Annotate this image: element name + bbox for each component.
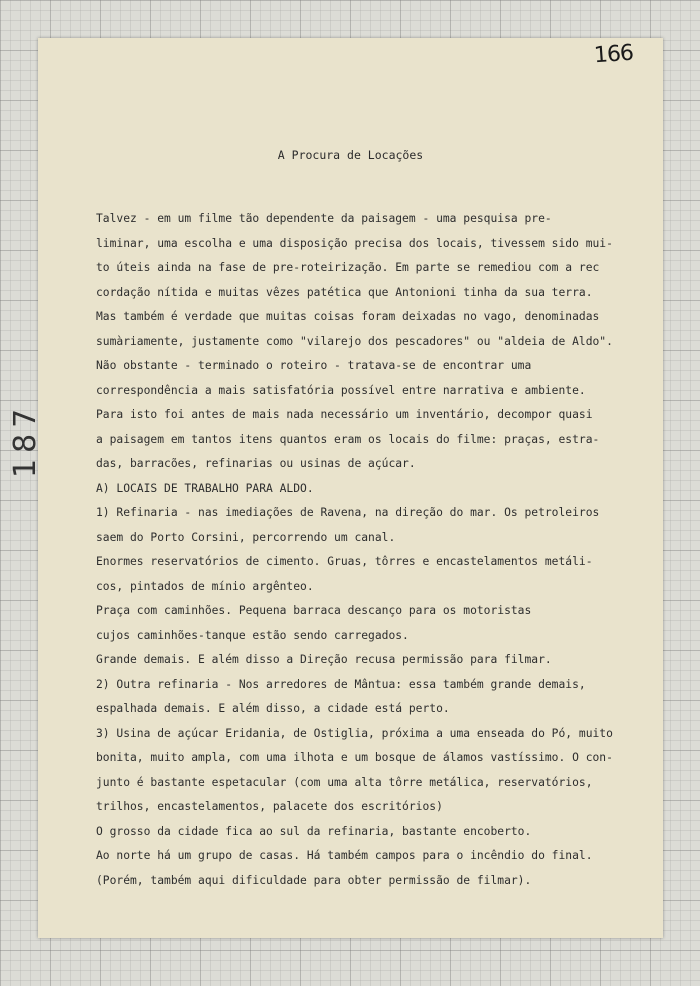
page-number: 166	[593, 40, 634, 69]
text-line: (Porém, também aqui dificuldade para obter permissão de filmar).	[96, 873, 532, 887]
text-line: 1) Refinaria - nas imediações de Ravena, na direção do mar. Os petroleiros	[96, 506, 600, 519]
body-text	[96, 207, 661, 893]
text-line: trilhos, encastelamentos, palacete dos escritórios)	[96, 800, 443, 813]
text-line: das, barracões, refinarias ou usinas de açúcar.	[96, 457, 416, 470]
text-line: saem do Porto Corsini, percorrendo um canal.	[96, 530, 396, 544]
text-line: espalhada demais. E além disso, a cidade está perto.	[96, 702, 450, 715]
text-line: a paisagem em tantos itens quantos eram os locais do filme: praças, estra-	[96, 432, 600, 446]
text-line: junto é bastante espetacular (com uma alta tôrre metálica, reservatórios,	[96, 775, 593, 789]
handwritten-margin-note: 187	[8, 402, 43, 478]
text-line: cordação nítida e muitas vêzes patética que Antonioni tinha da sua terra.	[96, 285, 593, 299]
text-line: Praça com caminhões. Pequena barraca descanço para os motoristas	[96, 604, 532, 617]
text-line: Para isto foi antes de mais nada necessário um inventário, decompor quasi	[96, 408, 593, 421]
text-line: O grosso da cidade fica ao sul da refinaria, bastante encoberto.	[96, 824, 532, 838]
text-line: Ao norte há um grupo de casas. Há também campos para o incêndio do final.	[96, 849, 593, 862]
text-line: cujos caminhões-tanque estão sendo carregados.	[96, 628, 409, 642]
text-line: Grande demais. E além disso a Direção recusa permissão para filmar.	[96, 653, 552, 666]
text-line: Mas também é verdade que muitas coisas foram deixadas no vago, denominadas	[96, 310, 600, 323]
text-line: cos, pintados de mínio argênteo.	[96, 579, 314, 593]
text-line: 3) Usina de açúcar Eridania, de Ostiglia, próxima a uma enseada do Pó, muito	[96, 726, 613, 740]
text-line: bonita, muito ampla, com uma ilhota e um bosque de álamos vastíssimo. O con-	[96, 751, 613, 764]
text-line: Não obstante - terminado o roteiro - tratava-se de encontrar uma	[96, 359, 532, 372]
text-line: correspondência a mais satisfatória possível entre narrativa e ambiente.	[96, 383, 586, 397]
text-line: 2) Outra refinaria - Nos arredores de Mântua: essa também grande demais,	[96, 677, 586, 691]
text-line: Enormes reservatórios de cimento. Gruas, tôrres e encastelamentos metáli-	[96, 555, 593, 568]
page-title: A Procura de Locações	[277, 148, 424, 162]
typewritten-page	[8, 38, 663, 938]
text-line: liminar, uma escolha e uma disposição precisa dos locais, tivessem sido mui-	[96, 236, 613, 250]
text-line: to úteis ainda na fase de pre-roteirização. Em parte se remediou com a rec	[96, 261, 600, 274]
text-line: Talvez - em um filme tão dependente da paisagem - uma pesquisa pre-	[96, 212, 552, 225]
text-line: sumàriamente, justamente como "vilarejo dos pescadores" ou "aldeia de Aldo".	[96, 334, 613, 348]
section-heading: A) LOCAIS DE TRABALHO PARA ALDO.	[96, 481, 314, 495]
